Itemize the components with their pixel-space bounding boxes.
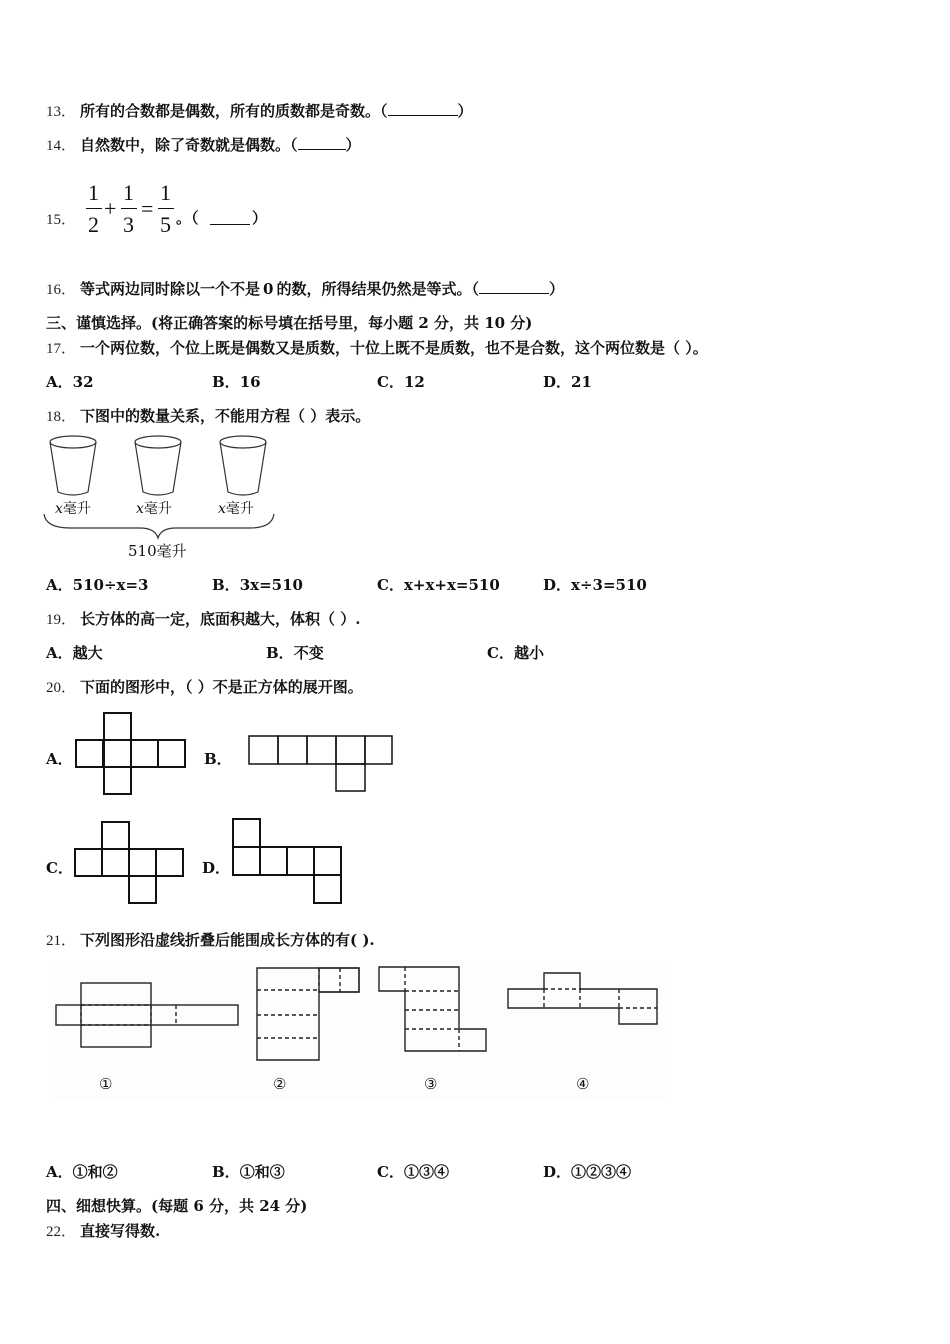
option-label: B．	[212, 576, 240, 594]
option-label: D．	[543, 576, 572, 594]
question-number: 16．	[46, 282, 77, 298]
number-zero: 0	[263, 280, 274, 298]
q20-net-b[interactable]	[248, 735, 394, 795]
option-value: x+x+x=510	[403, 576, 500, 594]
variable: x	[136, 501, 144, 517]
option-label: A．	[46, 373, 73, 391]
option-label: A．	[46, 576, 73, 594]
fraction-1-denominator: 2	[88, 212, 99, 237]
plus-sign: +	[104, 196, 117, 221]
option-value: 510÷x=3	[72, 576, 149, 594]
q20-label-b[interactable]: B．	[204, 750, 232, 768]
question-22	[46, 1221, 160, 1242]
question-13	[46, 101, 473, 122]
question-text: 长方体的高一定，底面积越大，体积（ ）.	[80, 610, 361, 628]
question-20	[46, 677, 363, 698]
question-text: 等式两边同时除以一个不是	[80, 280, 261, 298]
cup-label	[218, 498, 254, 518]
option-value: x÷3=510	[571, 576, 647, 594]
cup-icon	[220, 436, 266, 495]
answer-blank[interactable]	[298, 135, 346, 150]
option-value: 12	[403, 373, 425, 391]
question-text: 下图中的数量关系，不能用方程（ ）表示。	[80, 407, 371, 425]
answer-blank[interactable]	[388, 101, 458, 116]
q21-fig-label-3: ③	[424, 1075, 438, 1093]
variable: x	[218, 501, 226, 517]
q20-net-a[interactable]	[75, 712, 187, 798]
question-14	[46, 135, 361, 156]
q17-option-c[interactable]	[377, 372, 425, 392]
option-value: 3x=510	[239, 576, 303, 594]
question-number: 20．	[46, 680, 77, 696]
option-label: C．	[377, 1163, 404, 1181]
question-number: 15．	[46, 212, 77, 228]
option-value: ①②③④	[571, 1163, 632, 1181]
q21-option-a[interactable]	[46, 1162, 118, 1182]
fraction-2-numerator: 1	[123, 180, 134, 205]
option-label: D．	[543, 373, 572, 391]
q20-net-d[interactable]	[232, 818, 344, 906]
q20-label-c[interactable]: C．	[46, 859, 73, 877]
option-value: 21	[571, 373, 592, 391]
q17-option-b[interactable]	[212, 372, 261, 392]
fraction-2-denominator: 3	[123, 212, 134, 237]
question-number: 13．	[46, 104, 77, 120]
question-text: 自然数中，除了奇数就是偶数。（	[80, 136, 298, 154]
section-3-heading: 三、谨慎选择。(将正确答案的标号填在括号里，每小题 2 分，共 10 分)	[46, 314, 533, 332]
q18-option-a[interactable]	[46, 575, 148, 595]
q19-option-a[interactable]	[46, 643, 103, 663]
answer-blank[interactable]	[479, 279, 549, 294]
q21-fig-label-1: ①	[99, 1075, 113, 1093]
q20-label-a[interactable]: A．	[46, 750, 73, 768]
question-number: 17．	[46, 341, 77, 357]
question-text: 下面的图形中，（ ）不是正方体的展开图。	[80, 678, 363, 696]
unit: 毫升	[225, 501, 254, 517]
question-16	[46, 279, 564, 300]
q20-label-d[interactable]: D．	[202, 859, 231, 877]
paren-close: ）	[457, 102, 473, 120]
unit: 毫升	[62, 501, 91, 517]
question-number: 22．	[46, 1224, 77, 1240]
question-text: 的数，所得结果仍然是等式。（	[276, 280, 479, 298]
variable: x	[55, 501, 63, 517]
question-number: 18．	[46, 409, 77, 425]
cup-label	[136, 498, 172, 518]
option-value: ①和②	[72, 1163, 118, 1181]
q17-option-d[interactable]	[543, 372, 592, 392]
question-text: 直接写得数.	[80, 1222, 161, 1240]
q21-option-b[interactable]	[212, 1162, 285, 1182]
paren-close: ）	[548, 280, 564, 298]
fraction-3-denominator: 5	[160, 212, 171, 237]
option-value: 越大	[72, 644, 103, 662]
paren-close: ）	[345, 136, 361, 154]
q21-option-c[interactable]	[377, 1162, 449, 1182]
section-4-heading: 四、细想快算。(每题 6 分，共 24 分)	[46, 1197, 308, 1215]
equals-sign: =	[141, 196, 154, 221]
q21-option-d[interactable]	[543, 1162, 631, 1182]
total-label: 510毫升	[128, 542, 187, 560]
q21-fig-label-4: ④	[576, 1075, 590, 1093]
q18-option-c[interactable]	[377, 575, 500, 595]
option-value: ①和③	[239, 1163, 285, 1181]
question-18	[46, 406, 370, 427]
cup-icon	[50, 436, 96, 495]
question-21	[46, 930, 375, 951]
option-label: B．	[266, 644, 294, 662]
option-label: C．	[377, 576, 404, 594]
paren-open: 。（	[176, 209, 199, 227]
option-label: B．	[212, 1163, 240, 1181]
option-label: C．	[487, 644, 514, 662]
question-number: 14．	[46, 138, 77, 154]
q18-option-b[interactable]	[212, 575, 303, 595]
option-label: B．	[212, 373, 240, 391]
option-value: 32	[72, 373, 94, 391]
fraction-bar	[121, 208, 137, 209]
unit: 毫升	[143, 501, 172, 517]
option-value: ①③④	[403, 1163, 449, 1181]
fraction-3-numerator: 1	[160, 180, 171, 205]
fraction-bar	[86, 208, 102, 209]
option-label: A．	[46, 644, 73, 662]
q21-fig-label-2: ②	[273, 1075, 287, 1093]
option-label: D．	[543, 1163, 572, 1181]
q17-option-a[interactable]	[46, 372, 94, 392]
option-value: 越小	[513, 644, 544, 662]
option-label: C．	[377, 373, 404, 391]
q19-option-b[interactable]	[266, 643, 324, 663]
question-text: 所有的合数都是偶数，所有的质数都是奇数。（	[80, 102, 388, 120]
answer-blank[interactable]	[210, 210, 250, 225]
question-text: 下列图形沿虚线折叠后能围成长方体的有( ).	[80, 931, 375, 949]
question-number: 21．	[46, 933, 77, 949]
q20-net-c[interactable]	[74, 821, 186, 907]
fraction-1-numerator: 1	[88, 180, 99, 205]
option-label: A．	[46, 1163, 73, 1181]
q19-option-c[interactable]	[487, 643, 544, 663]
cup-label	[55, 498, 91, 518]
q21-figures	[50, 960, 665, 1100]
option-value: 不变	[293, 644, 324, 662]
question-17	[46, 338, 708, 359]
paren-close: ）	[252, 209, 268, 227]
question-number: 19．	[46, 612, 77, 628]
q18-option-d[interactable]	[543, 575, 647, 595]
question-19	[46, 609, 360, 630]
cup-icon	[135, 436, 181, 495]
fraction-bar	[158, 208, 174, 209]
option-value: 16	[239, 373, 261, 391]
question-text: 一个两位数，个位上既是偶数又是质数，十位上既不是质数，也不是合数，这个两位数是（ ）。	[80, 339, 708, 357]
